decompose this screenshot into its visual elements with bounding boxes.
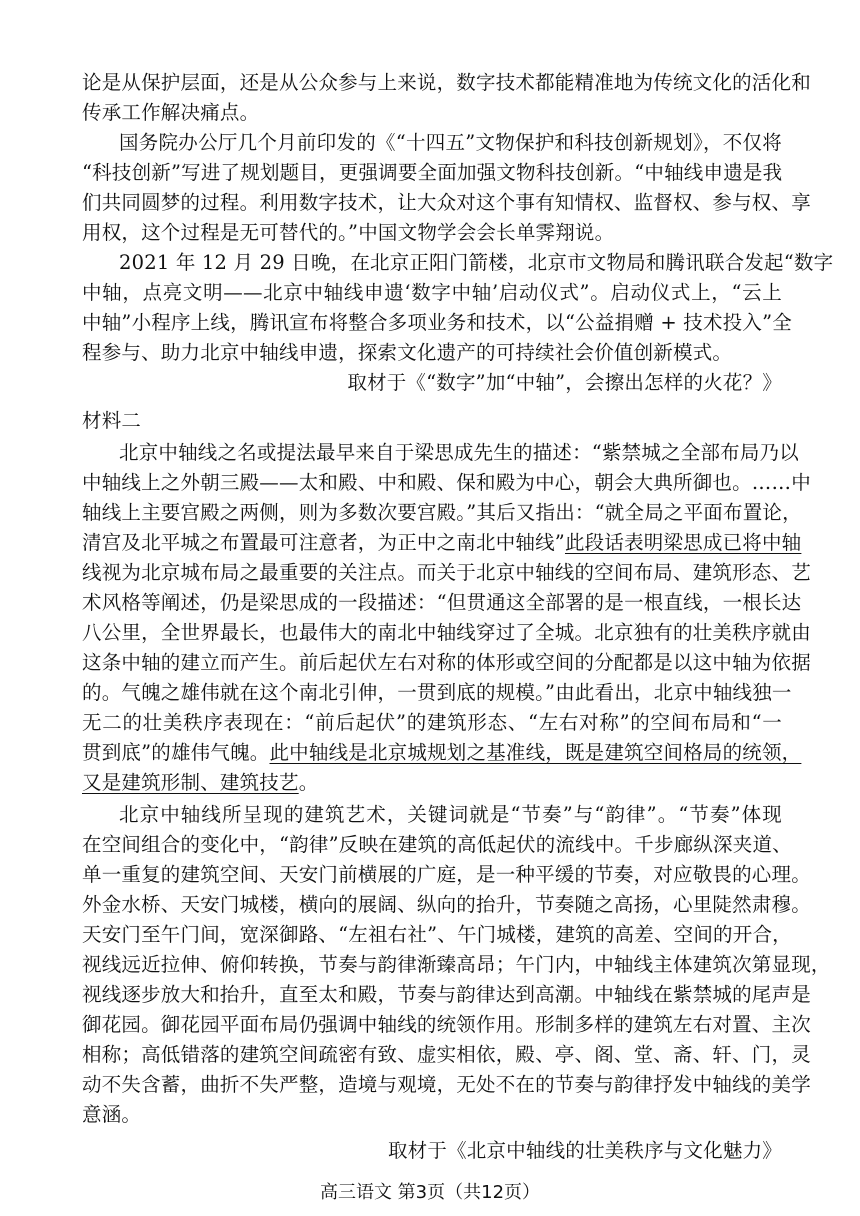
underlined-sentence: 又是建筑形制、建筑技艺 [82, 771, 299, 794]
underlined-sentence: 此中轴线是北京城规划之基准线，既是建筑空间格局的统领， [269, 741, 802, 764]
text-line [82, 770, 782, 796]
text-line: 无二的壮美秩序表现在：“前后起伏”的建筑形态、“左右对称”的空间布局和“一 [82, 711, 782, 734]
text-line: “科技创新”写进了规划题目，更强调要全面加强文物科技创新。“中轴线申遗是我 [82, 161, 783, 184]
text-line: 线视为北京城布局之最重要的关注点。而关于北京中轴线的空间布局、建筑形态、艺 [82, 561, 811, 584]
text-line: 八公里，全世界最长，也最伟大的南北中轴线穿过了全城。北京独有的壮美秩序就由 [82, 621, 811, 644]
text-line: 天安门至午门间，宽深御路、“左祖右社”、午门城楼，建筑的高差、空间的开合， [82, 923, 792, 946]
text-line: 中轴线上之外朝三殿——太和殿、中和殿、保和殿为中心，朝会大典所御也。……中 [82, 471, 811, 494]
text-line: 动不失含蓄，曲折不失严整，造境与观境，无处不在的节奏与韵律抒发中轴线的美学 [82, 1073, 811, 1096]
text-line: 论是从保护层面，还是从公众参与上来说，数字技术都能精准地为传统文化的活化和 [82, 71, 811, 94]
text-line: 2021 年 12 月 29 日晚，在北京正阳门箭楼，北京市文物局和腾讯联合发起“数字 [119, 251, 834, 274]
text-line: 御花园。御花园平面布局仍强调中轴线的统领作用。形制多样的建筑左右对置、主次 [82, 1013, 811, 1036]
section-title: 材料二 [82, 409, 142, 432]
text-line: 的。气魄之雄伟就在这个南北引伸，一贯到底的规模。”由此看出，北京中轴线独一 [82, 681, 792, 704]
text-line: 们共同圆梦的过程。利用数字技术，让大众对这个事有知情权、监督权、参与权、享 [82, 191, 811, 214]
text-line: 传承工作解决痛点。 [82, 101, 260, 124]
text-line: 北京中轴线之名或提法最早来自于梁思成先生的描述：“紫禁城之全部布局乃以 [119, 441, 799, 464]
text-line: 术风格等阐述，仍是梁思成的一段描述：“但贯通这全部署的是一根直线，一根长达 [82, 591, 802, 614]
text-line: 北京中轴线所呈现的建筑艺术，关键词就是“节奏”与“韵律”。“节奏”体现 [119, 803, 782, 826]
underlined-sentence: 此段话表明梁思成已将中轴 [564, 531, 802, 554]
text-line: 在空间组合的变化中，“韵律”反映在建筑的高低起伏的流线中。千步廊纵深夹道、 [82, 833, 792, 856]
page-footer: 高三语文 第3页（共12页） [319, 1182, 541, 1203]
text-line: 中轴，点亮文明——北京中轴线申遗‘数字中轴’启动仪式”。启动仪式上，“云上 [82, 281, 782, 304]
text-line: 意涵。 [82, 1103, 142, 1126]
text-line: 相称；高低错落的建筑空间疏密有致、虚实相依，殿、亭、阁、堂、斋、轩、门，灵 [82, 1043, 811, 1066]
text-line: 程参与、助力北京中轴线申遗，探索文化遗产的可持续社会价值创新模式。 [82, 341, 733, 364]
text-segment: 清宫及北平城之布置最可注意者，为正中之南北中轴线” [82, 531, 565, 554]
text-segment: 贯到底”的雄伟气魄。 [82, 741, 270, 764]
text-line: 国务院办公厅几个月前印发的《“十四五”文物保护和科技创新规划》，不仅将 [119, 131, 782, 154]
text-line: 外金水桥、天安门城楼，横向的展阔、纵向的抬升，节奏随之高扬，心里陡然肃穆。 [82, 893, 811, 916]
text-line: 中轴”小程序上线，腾讯宣布将整合多项业务和技术，以“公益捐赠 + 技术投入”全 [82, 311, 792, 334]
text-line: 单一重复的建筑空间、天安门前横展的广庭，是一种平缓的节奏，对应敬畏的心理。 [82, 863, 811, 886]
source-citation: 取材于《“数字”加“中轴”，会擦出怎样的火花？》 [347, 371, 782, 394]
text-segment: 。 [298, 771, 319, 794]
text-line: 轴线上主要宫殿之两侧，则为多数次要宫殿。”其后又指出：“就全局之平面布置论， [82, 501, 802, 524]
text-line [82, 740, 802, 766]
text-line [82, 530, 802, 556]
source-citation: 取材于《北京中轴线的壮美秩序与文化魅力》 [387, 1139, 782, 1162]
text-line: 视线逐步放大和抬升，直至太和殿，节奏与韵律达到高潮。中轴线在紫禁城的尾声是 [82, 983, 811, 1006]
text-line: 这条中轴的建立而产生。前后起伏左右对称的体形或空间的分配都是以这中轴为依据 [82, 651, 811, 674]
text-line: 用权，这个过程是无可替代的。”中国文物学会会长单霁翔说。 [82, 221, 615, 244]
text-line: 视线远近拉伸、俯仰转换，节奏与韵律渐臻高昂；午门内，中轴线主体建筑次第显现， [82, 953, 831, 976]
